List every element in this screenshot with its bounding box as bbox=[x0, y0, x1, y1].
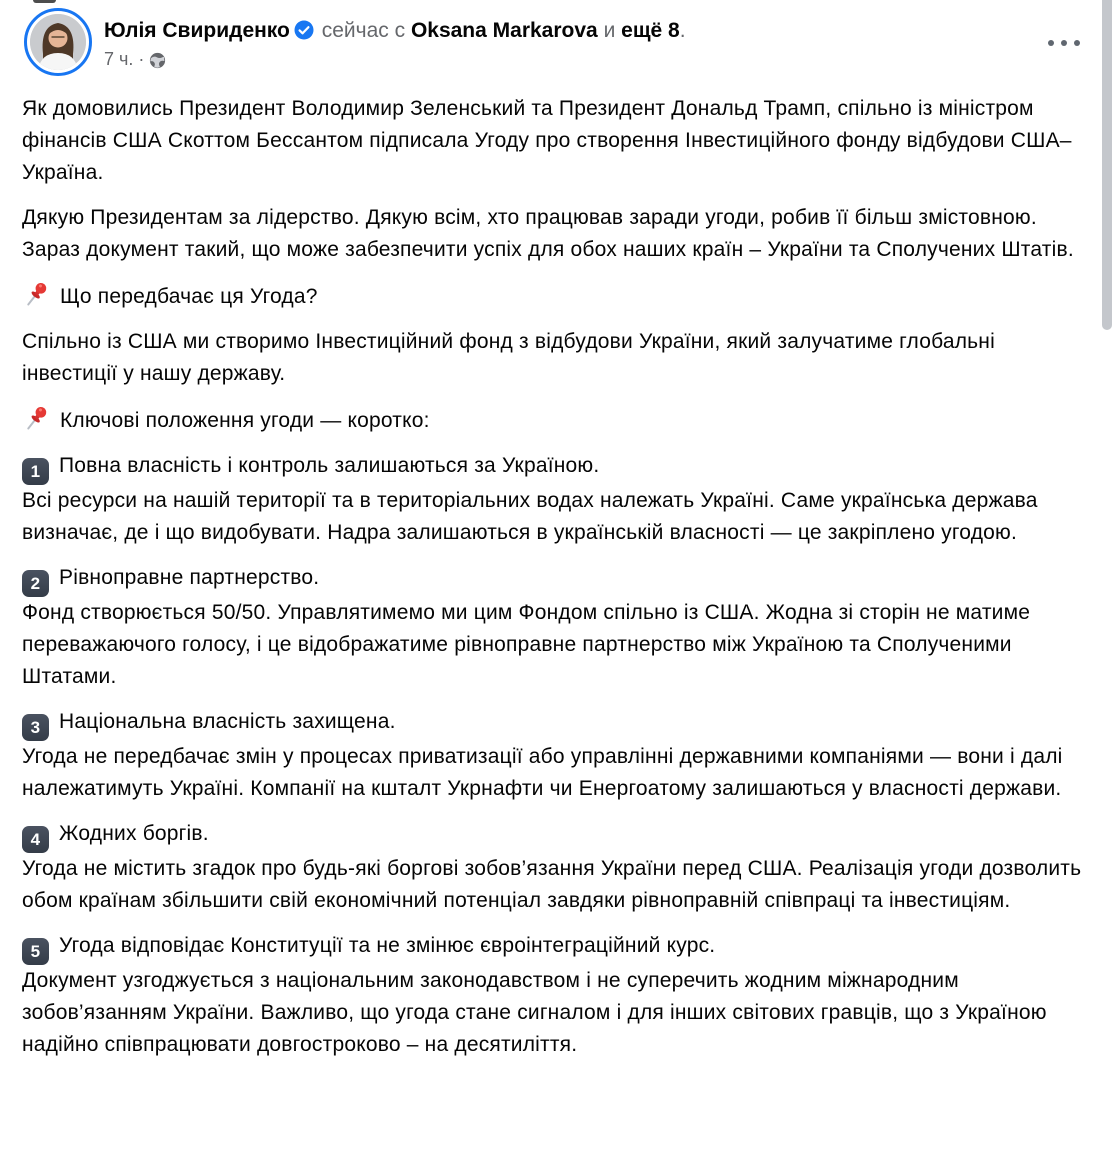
privacy-globe-icon bbox=[149, 51, 166, 68]
point-title-line bbox=[22, 562, 1084, 597]
keycap-1-icon: 1 bbox=[22, 458, 49, 485]
pushpin-icon bbox=[22, 403, 52, 435]
avatar[interactable] bbox=[24, 8, 92, 76]
dot-icon bbox=[1061, 40, 1067, 46]
post-header bbox=[0, 0, 1114, 80]
and-label: и bbox=[603, 19, 616, 42]
scrollbar-thumb[interactable] bbox=[1102, 0, 1112, 330]
point-title: Угода відповідає Конституції та не змінює євроінтеграційний курс. bbox=[59, 934, 716, 957]
agreement-point-4 bbox=[22, 818, 1084, 917]
agreement-point-1 bbox=[22, 450, 1084, 549]
dot-icon bbox=[1048, 40, 1054, 46]
byline-period: . bbox=[679, 19, 686, 42]
agreement-point-2 bbox=[22, 562, 1084, 693]
point-title-line bbox=[22, 818, 1084, 853]
pin-keypoints-line bbox=[22, 403, 1084, 437]
point-title-line bbox=[22, 706, 1084, 741]
more-tagged-count[interactable]: ещё 8 bbox=[621, 19, 680, 42]
point-title-line bbox=[22, 930, 1084, 965]
pin-question-text: Що передбачає ця Угода? bbox=[60, 285, 318, 308]
point-title-line bbox=[22, 450, 1084, 485]
pin-question-line bbox=[22, 279, 1084, 313]
tagged-person[interactable]: Oksana Markarova bbox=[410, 19, 598, 42]
keycap-2-icon: 2 bbox=[22, 570, 49, 597]
meta-separator: · bbox=[138, 49, 145, 69]
keycap-4-icon: 4 bbox=[22, 826, 49, 853]
point-title: Жодних боргів. bbox=[59, 822, 209, 845]
keycap-5-icon: 5 bbox=[22, 938, 49, 965]
point-title: Рівноправне партнерство. bbox=[59, 566, 320, 589]
keycap-3-icon: 3 bbox=[22, 714, 49, 741]
paragraph-thanks: Дякую Президентам за лідерство. Дякую всім, хто працював заради угоди, робив її більш змістовною. Зараз документ такий, що може забезпечити успіх для обох наших країн – України та Сполучених Штатів. bbox=[22, 206, 1074, 261]
paragraph-fund-creation: Спільно із США ми створимо Інвестиційний фонд з відбудови України, який залучатиме глобальні інвестиції у нашу державу. bbox=[22, 330, 995, 385]
point-body: Фонд створюється 50/50. Управлятимемо ми цим Фондом спільно із США. Жодна зі сторін не матиме переважаючого голосу, і це відображатиме рівноправне партнерство між Україною та Сполученими Штатами. bbox=[22, 601, 1031, 688]
dot-icon bbox=[1074, 40, 1080, 46]
paragraph-agreement-signed: Як домовились Президент Володимир Зеленський та Президент Дональд Трамп, спільно із міністром фінансів США Скоттом Бессантом підписала Угоду про створення Інвестиційного фонду відбудови США–Україна. bbox=[22, 97, 1072, 184]
agreement-point-5 bbox=[22, 930, 1084, 1061]
point-title: Національна власність захищена. bbox=[59, 710, 396, 733]
avatar-photo bbox=[30, 14, 86, 70]
now-with-label: сейчас с bbox=[321, 19, 406, 42]
verified-badge-icon bbox=[294, 20, 314, 40]
post-byline bbox=[104, 17, 1090, 45]
author-name[interactable]: Юлія Свириденко bbox=[104, 19, 290, 42]
point-body: Всі ресурси на нашій території та в територіальних водах належать Україні. Саме українська держава визначає, де і що видобувати. Надра залишаються в українській власності — це закріплено угодою. bbox=[22, 489, 1038, 544]
agreement-point-3 bbox=[22, 706, 1084, 805]
post-meta bbox=[104, 47, 1090, 71]
post-options-button[interactable] bbox=[1042, 30, 1086, 56]
point-body: Угода не передбачає змін у процесах приватизації або управлінні державними компаніями — вони і далі належатимуть Україні. Компанії на кшталт Укрнафти чи Енергоатому залишаються у власності держави. bbox=[22, 745, 1063, 800]
pushpin-icon bbox=[22, 279, 52, 311]
point-body: Угода не містить згадок про будь-які боргові зобов’язання України перед США. Реалізація угоди дозволить обом країнам збільшити свій економічний потенціал завдяки рівноправній співпраці та інвестиціям. bbox=[22, 857, 1082, 912]
post-body bbox=[22, 93, 1084, 1061]
point-title: Повна власність і контроль залишаються за Україною. bbox=[59, 454, 600, 477]
point-body: Документ узгоджується з національним законодавством і не суперечить жодним міжнародним зобов’язанням України. Важливо, що угода стане сигналом і для інших світових гравців, що з Україною надійно співпрацювати довгостроково – на десятиліття. bbox=[22, 969, 1047, 1056]
timestamp[interactable]: 7 ч. bbox=[104, 49, 134, 69]
pin-keypoints-text: Ключові положення угоди — коротко: bbox=[60, 409, 430, 432]
